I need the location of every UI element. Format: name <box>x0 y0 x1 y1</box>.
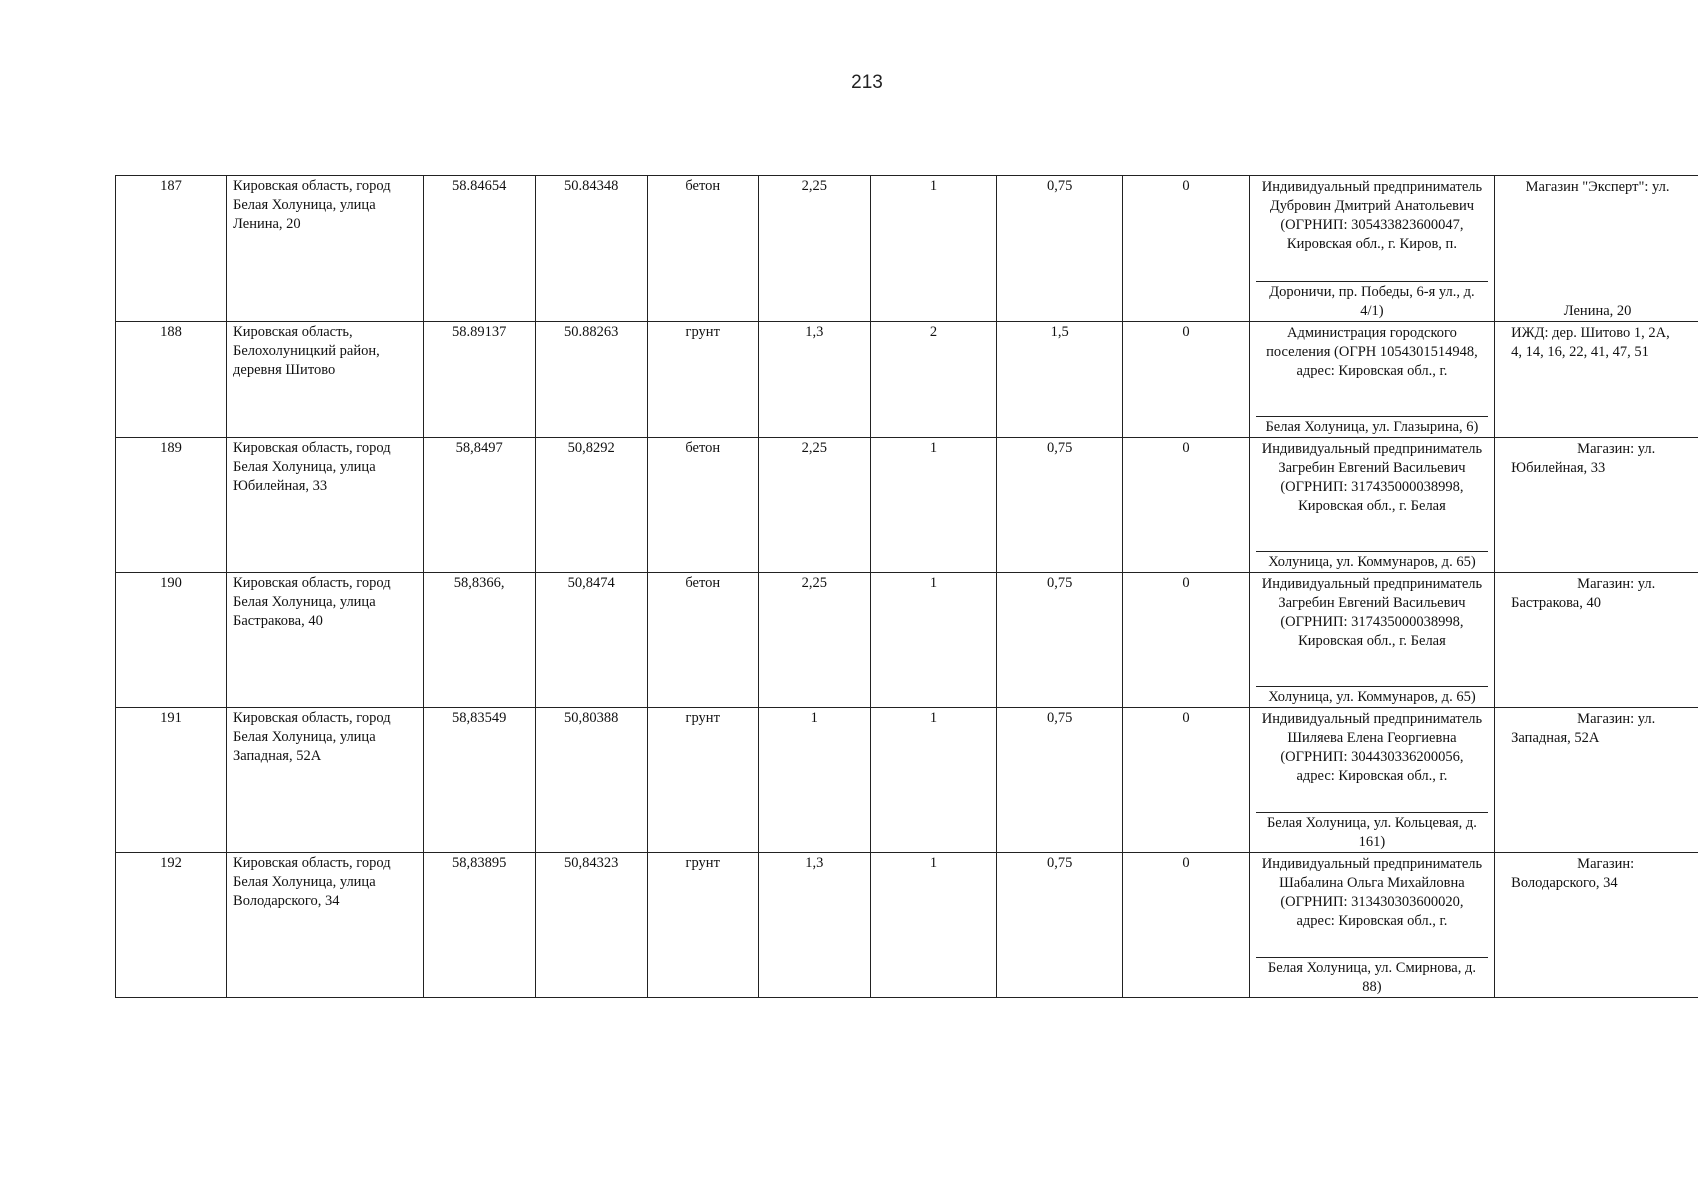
site-address: Кировская область, Белохолуницкий район, деревня Шитово <box>227 322 424 438</box>
longitude: 50,8292 <box>535 438 647 573</box>
surface-type: грунт <box>647 708 758 853</box>
container-count: 1 <box>870 708 996 853</box>
row-number: 191 <box>116 708 227 853</box>
table-row <box>116 573 1698 708</box>
source-object-cell <box>1495 853 1698 998</box>
owner-info: Индивидуальный предприниматель Загребин Евгений Васильевич (ОГРНИП: 317435000038998, Кировская обл., г. Белая <box>1261 441 1483 514</box>
owner-info: Индивидуальный предприниматель Шабалина Ольга Михайловна (ОГРНИП: 313430303600020, адрес: Кировская обл., г. <box>1261 856 1483 929</box>
surface-type: грунт <box>647 322 758 438</box>
source-object: ИЖД: дер. Шитово 1, 2А, 4, 14, 16, 22, 41, 47, 51 <box>1511 325 1670 360</box>
latitude: 58.89137 <box>423 322 535 438</box>
source-object-cell <box>1495 176 1698 322</box>
owner-cell <box>1249 176 1494 322</box>
container-count: 1 <box>870 438 996 573</box>
source-object-continuation: Ленина, 20 <box>1563 303 1632 319</box>
owner-address-continuation: Холуница, ул. Коммунаров, д. 65) <box>1256 686 1488 707</box>
surface-type: бетон <box>647 573 758 708</box>
row-number: 190 <box>116 573 227 708</box>
extra-containers: 0 <box>1123 708 1249 853</box>
extra-containers: 0 <box>1123 438 1249 573</box>
extra-containers: 0 <box>1123 853 1249 998</box>
container-count: 1 <box>870 176 996 322</box>
longitude: 50,80388 <box>535 708 647 853</box>
row-number: 188 <box>116 322 227 438</box>
site-address: Кировская область, город Белая Холуница, улица Бастракова, 40 <box>227 573 424 708</box>
source-object: Магазин "Эксперт": ул. <box>1525 179 1670 195</box>
surface-type: бетон <box>647 176 758 322</box>
site-area: 1,3 <box>758 322 870 438</box>
table-row <box>116 853 1698 998</box>
container-volume: 0,75 <box>997 176 1123 322</box>
site-area: 1 <box>758 708 870 853</box>
table-row <box>116 438 1698 573</box>
page-number: 213 <box>851 72 883 93</box>
owner-address-continuation: Белая Холуница, ул. Глазырина, 6) <box>1256 416 1488 437</box>
waste-site-registry-table <box>115 175 1698 998</box>
container-volume: 1,5 <box>997 322 1123 438</box>
row-number: 192 <box>116 853 227 998</box>
latitude: 58.84654 <box>423 176 535 322</box>
site-area: 1,3 <box>758 853 870 998</box>
owner-address-continuation: Белая Холуница, ул. Кольцевая, д. 161) <box>1256 812 1488 852</box>
latitude: 58,8366, <box>423 573 535 708</box>
extra-containers: 0 <box>1123 176 1249 322</box>
source-object-cell <box>1495 708 1698 853</box>
owner-cell <box>1249 708 1494 853</box>
surface-type: грунт <box>647 853 758 998</box>
surface-type: бетон <box>647 438 758 573</box>
container-volume: 0,75 <box>997 708 1123 853</box>
table-row <box>116 176 1698 322</box>
source-object: Магазин: ул. Бастракова, 40 <box>1511 576 1656 611</box>
owner-address-continuation: Белая Холуница, ул. Смирнова, д. 88) <box>1256 957 1488 997</box>
table-row <box>116 322 1698 438</box>
container-count: 2 <box>870 322 996 438</box>
container-volume: 0,75 <box>997 438 1123 573</box>
owner-cell <box>1249 438 1494 573</box>
site-area: 2,25 <box>758 176 870 322</box>
owner-cell <box>1249 322 1494 438</box>
latitude: 58,83895 <box>423 853 535 998</box>
owner-address-continuation: Холуница, ул. Коммунаров, д. 65) <box>1256 551 1488 572</box>
owner-address-continuation: Дороничи, пр. Победы, 6-я ул., д. 4/1) <box>1256 281 1488 321</box>
source-object: Магазин: Володарского, 34 <box>1511 856 1635 891</box>
site-area: 2,25 <box>758 438 870 573</box>
longitude: 50,8474 <box>535 573 647 708</box>
site-address: Кировская область, город Белая Холуница, улица Ленина, 20 <box>227 176 424 322</box>
row-number: 187 <box>116 176 227 322</box>
container-volume: 0,75 <box>997 573 1123 708</box>
container-count: 1 <box>870 573 996 708</box>
container-volume: 0,75 <box>997 853 1123 998</box>
owner-info: Индивидуальный предприниматель Загребин Евгений Васильевич (ОГРНИП: 317435000038998, Кировская обл., г. Белая <box>1261 576 1483 649</box>
source-object: Магазин: ул. Западная, 52А <box>1511 711 1656 746</box>
site-address: Кировская область, город Белая Холуница, улица Володарского, 34 <box>227 853 424 998</box>
owner-info: Индивидуальный предприниматель Шиляева Елена Георгиевна (ОГРНИП: 304430336200056, адрес: Кировская обл., г. <box>1261 711 1483 784</box>
longitude: 50,84323 <box>535 853 647 998</box>
source-object-cell <box>1495 573 1698 708</box>
source-object-cell <box>1495 322 1698 438</box>
container-count: 1 <box>870 853 996 998</box>
longitude: 50.88263 <box>535 322 647 438</box>
owner-cell <box>1249 573 1494 708</box>
latitude: 58,83549 <box>423 708 535 853</box>
table-row <box>116 708 1698 853</box>
source-object-cell <box>1495 438 1698 573</box>
site-area: 2,25 <box>758 573 870 708</box>
owner-info: Индивидуальный предприниматель Дубровин Дмитрий Анатольевич (ОГРНИП: 305433823600047, Кировская обл., г. Киров, п. <box>1261 179 1483 252</box>
longitude: 50.84348 <box>535 176 647 322</box>
source-object: Магазин: ул. Юбилейная, 33 <box>1511 441 1656 476</box>
latitude: 58,8497 <box>423 438 535 573</box>
site-address: Кировская область, город Белая Холуница, улица Западная, 52А <box>227 708 424 853</box>
extra-containers: 0 <box>1123 573 1249 708</box>
extra-containers: 0 <box>1123 322 1249 438</box>
site-address: Кировская область, город Белая Холуница, улица Юбилейная, 33 <box>227 438 424 573</box>
owner-cell <box>1249 853 1494 998</box>
row-number: 189 <box>116 438 227 573</box>
owner-info: Администрация городского поселения (ОГРН 1054301514948, адрес: Кировская обл., г. <box>1266 325 1478 379</box>
